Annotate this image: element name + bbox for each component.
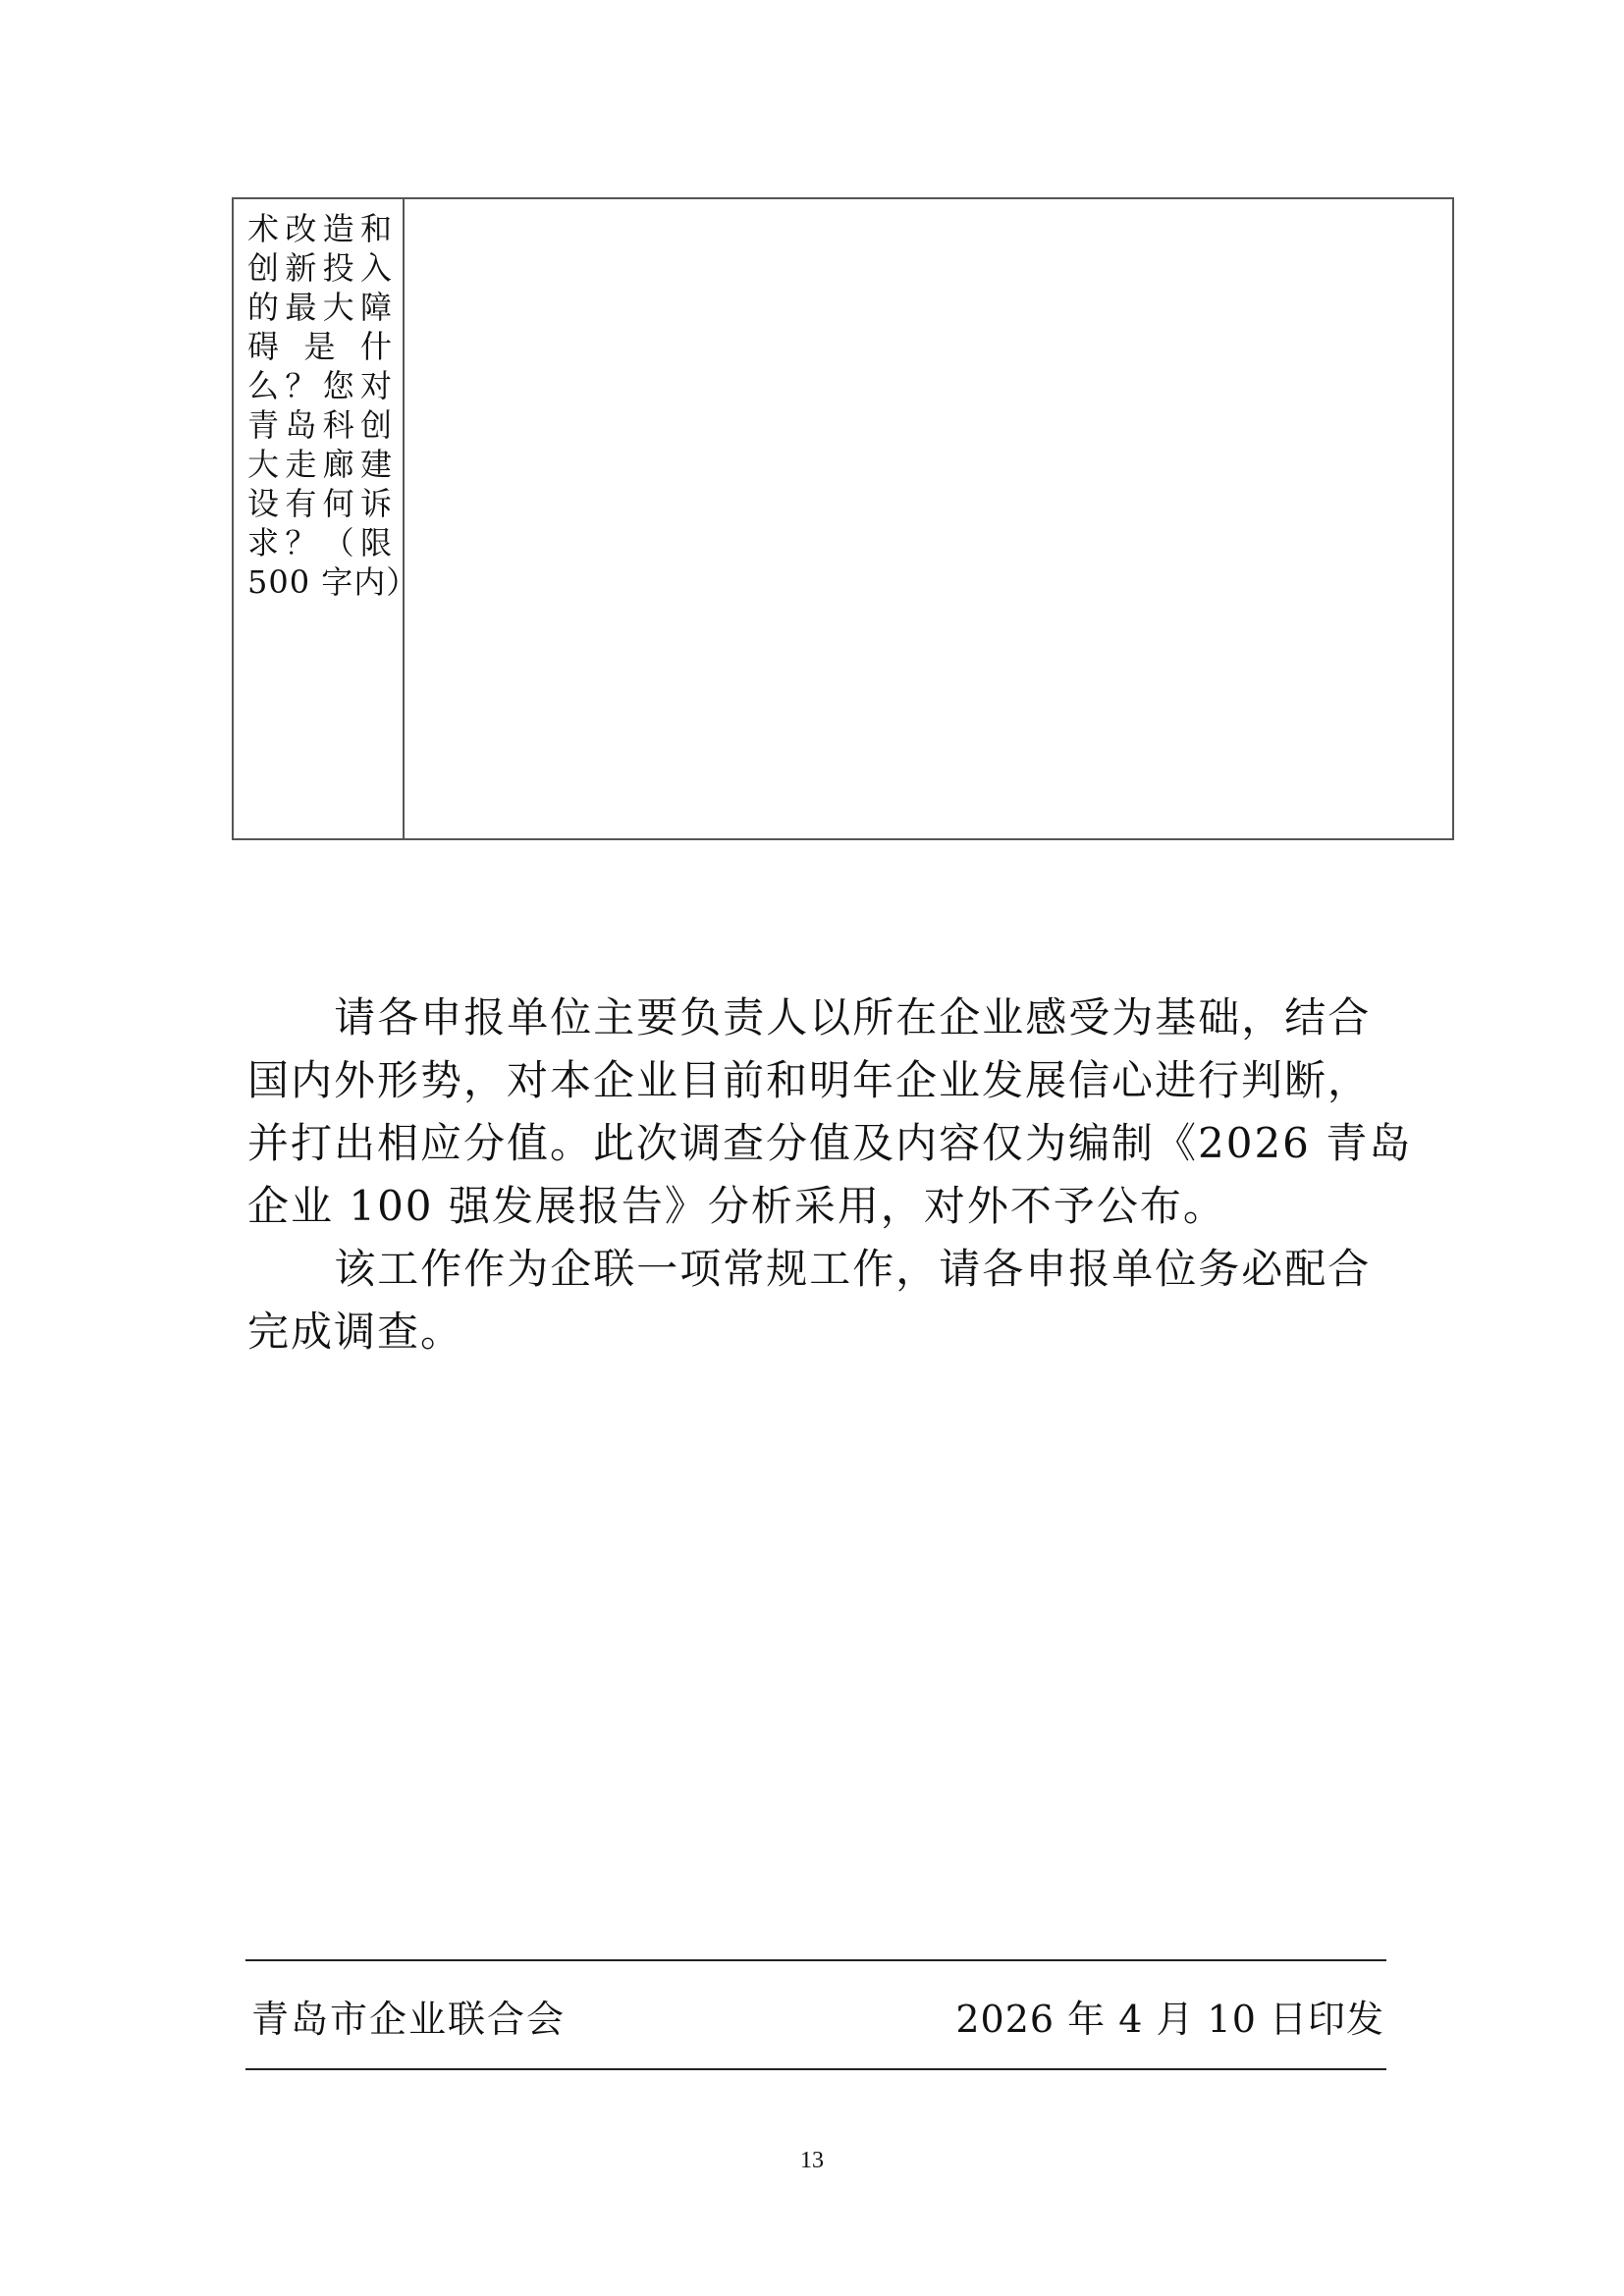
question-label-line: 碍 是 什 bbox=[247, 328, 393, 365]
issue-date: 2026 年 4 月 10 日印发 bbox=[955, 1998, 1384, 2041]
question-label-line: 青岛科创 bbox=[247, 406, 393, 444]
paragraph-line: 国内外形势，对本企业目前和明年企业发展信心进行判断， bbox=[247, 1056, 1372, 1104]
question-label-line: 的最大障 bbox=[247, 289, 393, 326]
paragraph-line: 该工作作为企联一项常规工作，请各申报单位务必配合 bbox=[334, 1245, 1372, 1293]
paragraph-line: 并打出相应分值。此次调查分值及内容仅为编制《2026 青岛 bbox=[247, 1119, 1413, 1167]
instructions-body bbox=[247, 987, 1413, 1363]
question-label-line: 大走廊建 bbox=[247, 446, 393, 483]
question-label-line: 设有何诉 bbox=[247, 485, 393, 522]
question-label-cell bbox=[234, 199, 419, 838]
instructions-paragraph-1 bbox=[247, 987, 1413, 1238]
question-label-line: 创新投入 bbox=[247, 249, 393, 287]
issuer-name: 青岛市企业联合会 bbox=[251, 1998, 567, 2041]
paragraph-line: 企业 100 强发展报告》分析采用，对外不予公布。 bbox=[247, 1182, 1226, 1230]
paragraph-line: 请各申报单位主要负责人以所在企业感受为基础，结合 bbox=[334, 993, 1372, 1041]
instructions-paragraph-2 bbox=[247, 1238, 1386, 1363]
question-label-line: 么？您对 bbox=[247, 367, 393, 404]
answer-cell[interactable] bbox=[405, 199, 1452, 838]
question-label-line: 求？（限 bbox=[247, 524, 393, 561]
issue-info-block bbox=[245, 1959, 1386, 2070]
question-label-line: 术改造和 bbox=[247, 210, 393, 247]
survey-question-table bbox=[232, 197, 1454, 840]
page-number: 13 bbox=[800, 2148, 824, 2173]
question-label-line: 500 字内） bbox=[247, 563, 419, 601]
paragraph-line: 完成调查。 bbox=[247, 1308, 464, 1356]
